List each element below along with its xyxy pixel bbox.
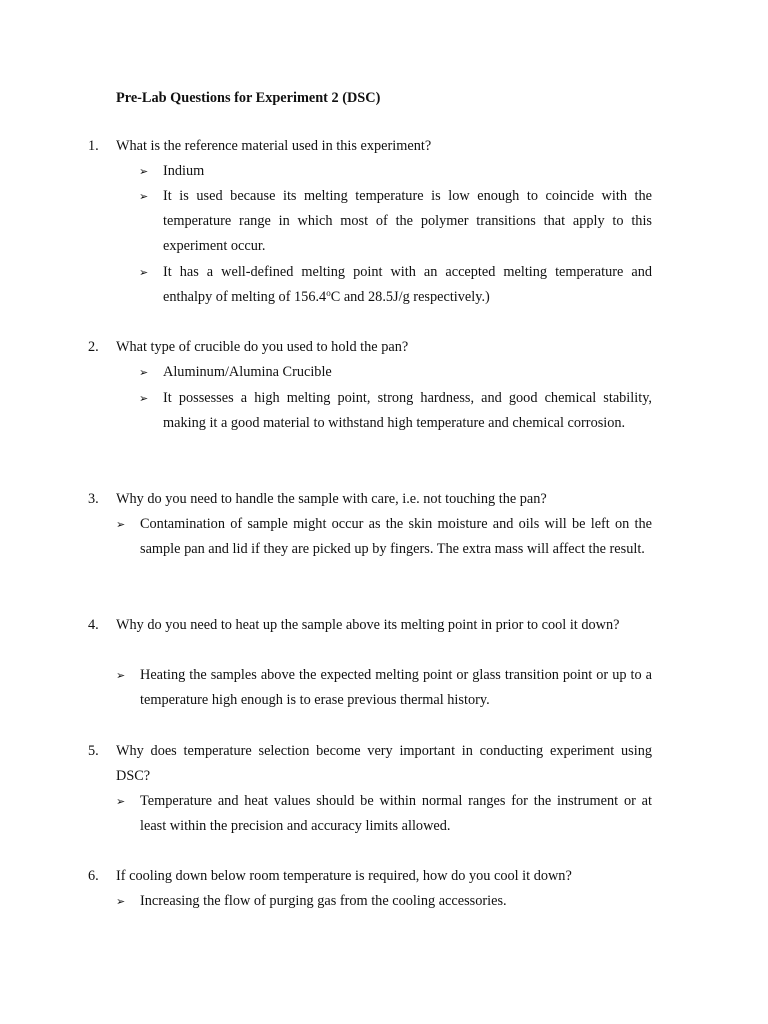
answer-item: ➢ It has a well-defined melting point with an accepted melting temperature and enthalpy of melting of 156.4$^o$C and 28.5J/g respectively.) [163,260,652,310]
answer-item: ➢ Contamination of sample might occur as the skin moisture and oils will be left on the sample pan and lid if they are picked up by fingers. The extra mass will affect the result. [140,512,652,562]
answer-item: ➢ Temperature and heat values should be within normal ranges for the instrument or at least within the precision and accuracy limits allowed. [140,789,652,839]
answer-item: ➢ It is used because its melting temperature is low enough to coincide with the temperature range in which most of the polymer transitions that apply to this experiment occur. [163,184,652,260]
arrow-bullet-icon: ➢ [139,366,149,379]
arrow-bullet-icon: ➢ [116,669,126,682]
answer-item: ➢ Aluminum/Alumina Crucible [163,360,652,385]
answer-item: ➢ Increasing the flow of purging gas from the cooling accessories. [140,889,652,914]
question-text: Why do you need to heat up the sample above its melting point in prior to cool it down? [116,617,620,633]
degree-superscript: o [326,288,331,299]
arrow-bullet-icon: ➢ [139,266,149,279]
answer-item: ➢ It possesses a high melting point, strong hardness, and good chemical stability, making it a good material to withstand high temperature and chemical corrosion. [163,386,652,436]
arrow-bullet-icon: ➢ [116,795,126,808]
question-text: If cooling down below room temperature is required, how do you cool it down? [116,868,572,884]
question-number: 1. [88,138,99,154]
question-number: 6. [88,868,99,884]
document-title: Pre-Lab Questions for Experiment 2 (DSC) [116,90,381,106]
arrow-bullet-icon: ➢ [116,895,126,908]
arrow-bullet-icon: ➢ [139,165,149,178]
arrow-bullet-icon: ➢ [139,392,149,405]
arrow-bullet-icon: ➢ [139,190,149,203]
question-text: What is the reference material used in this experiment? [116,138,432,154]
answer-item: ➢ Indium [163,159,652,184]
question-number: 2. [88,339,99,355]
question-text: Why do you need to handle the sample with care, i.e. not touching the pan? [116,491,547,507]
question-text: What type of crucible do you used to hold the pan? [116,339,409,355]
question-text: Why does temperature selection become very important in conducting experiment using DSC? [116,743,652,785]
question-number: 3. [88,491,99,507]
answer-item: ➢ Heating the samples above the expected melting point or glass transition point or up to a temperature high enough is to erase previous thermal history. [140,663,652,713]
question-number: 5. [88,743,99,759]
question-number: 4. [88,617,99,633]
arrow-bullet-icon: ➢ [116,518,126,531]
